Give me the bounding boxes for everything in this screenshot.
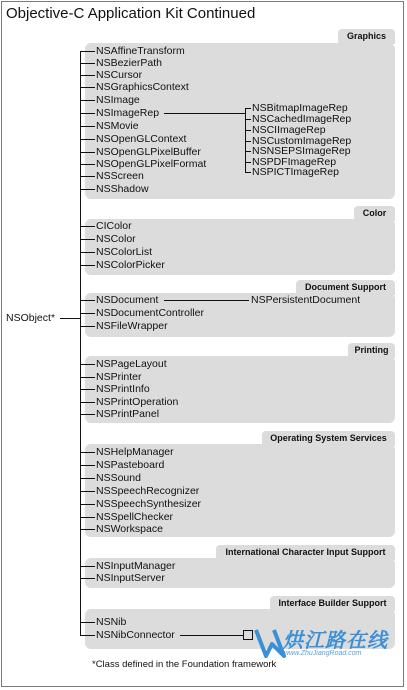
- class-item: NSPrintInfo: [96, 383, 150, 395]
- class-item: NSShadow: [96, 183, 149, 195]
- subclass-item: NSPDFImageRep: [252, 156, 337, 168]
- class-item: NSColorPicker: [96, 259, 165, 271]
- graphics-label: Graphics: [338, 29, 395, 44]
- class-item: NSOpenGLContext: [96, 133, 187, 145]
- class-item: NSBezierPath: [96, 57, 162, 69]
- class-item: NSInputManager: [96, 560, 176, 572]
- subclass-item: NSPICTImageRep: [252, 166, 339, 178]
- os-label: Operating System Services: [262, 431, 395, 446]
- subclass-item: NSPersistentDocument: [251, 294, 361, 306]
- class-item: NSOpenGLPixelBuffer: [96, 146, 201, 158]
- root-class: NSObject*: [6, 312, 56, 324]
- subclass-item: NSBitmapImageRep: [252, 102, 348, 114]
- class-item: NSInputServer: [96, 572, 165, 584]
- class-item: NSOpenGLPixelFormat: [96, 158, 207, 170]
- class-item: NSColorList: [96, 246, 153, 258]
- class-item: NSImage: [96, 94, 140, 106]
- class-item: NSPrinter: [96, 371, 142, 383]
- class-item: NSSpeechSynthesizer: [96, 498, 202, 510]
- subclass-item: NSCachedImageRep: [252, 113, 352, 125]
- diagram-title: Objective-C Application Kit Continued: [6, 5, 256, 22]
- class-item: NSPrintPanel: [96, 408, 160, 420]
- class-item: NSSpellChecker: [96, 511, 174, 523]
- subclass-item: NSCIImageRep: [252, 124, 326, 136]
- class-item: NSSpeechRecognizer: [96, 485, 200, 497]
- watermark-url: www.ZhuJiangRoad.com: [284, 650, 362, 657]
- class-item: NSPrintOperation: [96, 396, 179, 408]
- class-item: NSNibConnector: [96, 629, 175, 641]
- class-item: NSMovie: [96, 120, 139, 132]
- class-item: NSFileWrapper: [96, 320, 168, 332]
- class-item: NSHelpManager: [96, 446, 174, 458]
- class-item: NSColor: [96, 233, 136, 245]
- subclass-item: NSNSEPSImageRep: [252, 145, 351, 157]
- class-item: NSWorkspace: [96, 523, 163, 535]
- footnote: *Class defined in the Foundation framework: [92, 659, 277, 670]
- ib-label: Interface Builder Support: [270, 596, 395, 611]
- document-label: Document Support: [296, 280, 395, 295]
- class-item: NSPasteboard: [96, 459, 165, 471]
- class-item: CIColor: [96, 220, 132, 232]
- printing-label: Printing: [348, 343, 395, 358]
- class-item: NSDocument: [96, 294, 159, 306]
- color-label: Color: [354, 206, 395, 221]
- class-item: NSGraphicsContext: [96, 81, 189, 93]
- class-item: NSCursor: [96, 69, 143, 81]
- class-item: NSNib: [96, 616, 127, 628]
- class-item: NSDocumentController: [96, 307, 204, 319]
- class-item: NSAffineTransform: [96, 45, 185, 57]
- input-label: International Character Input Support: [216, 545, 395, 560]
- subclass-item: NSCustomImageRep: [252, 135, 352, 147]
- watermark-text: 烘江路在线: [283, 630, 388, 652]
- class-item: NSImageRep: [96, 107, 160, 119]
- class-item: NSScreen: [96, 170, 144, 182]
- class-item: NSPageLayout: [96, 358, 167, 370]
- class-item: NSSound: [96, 472, 141, 484]
